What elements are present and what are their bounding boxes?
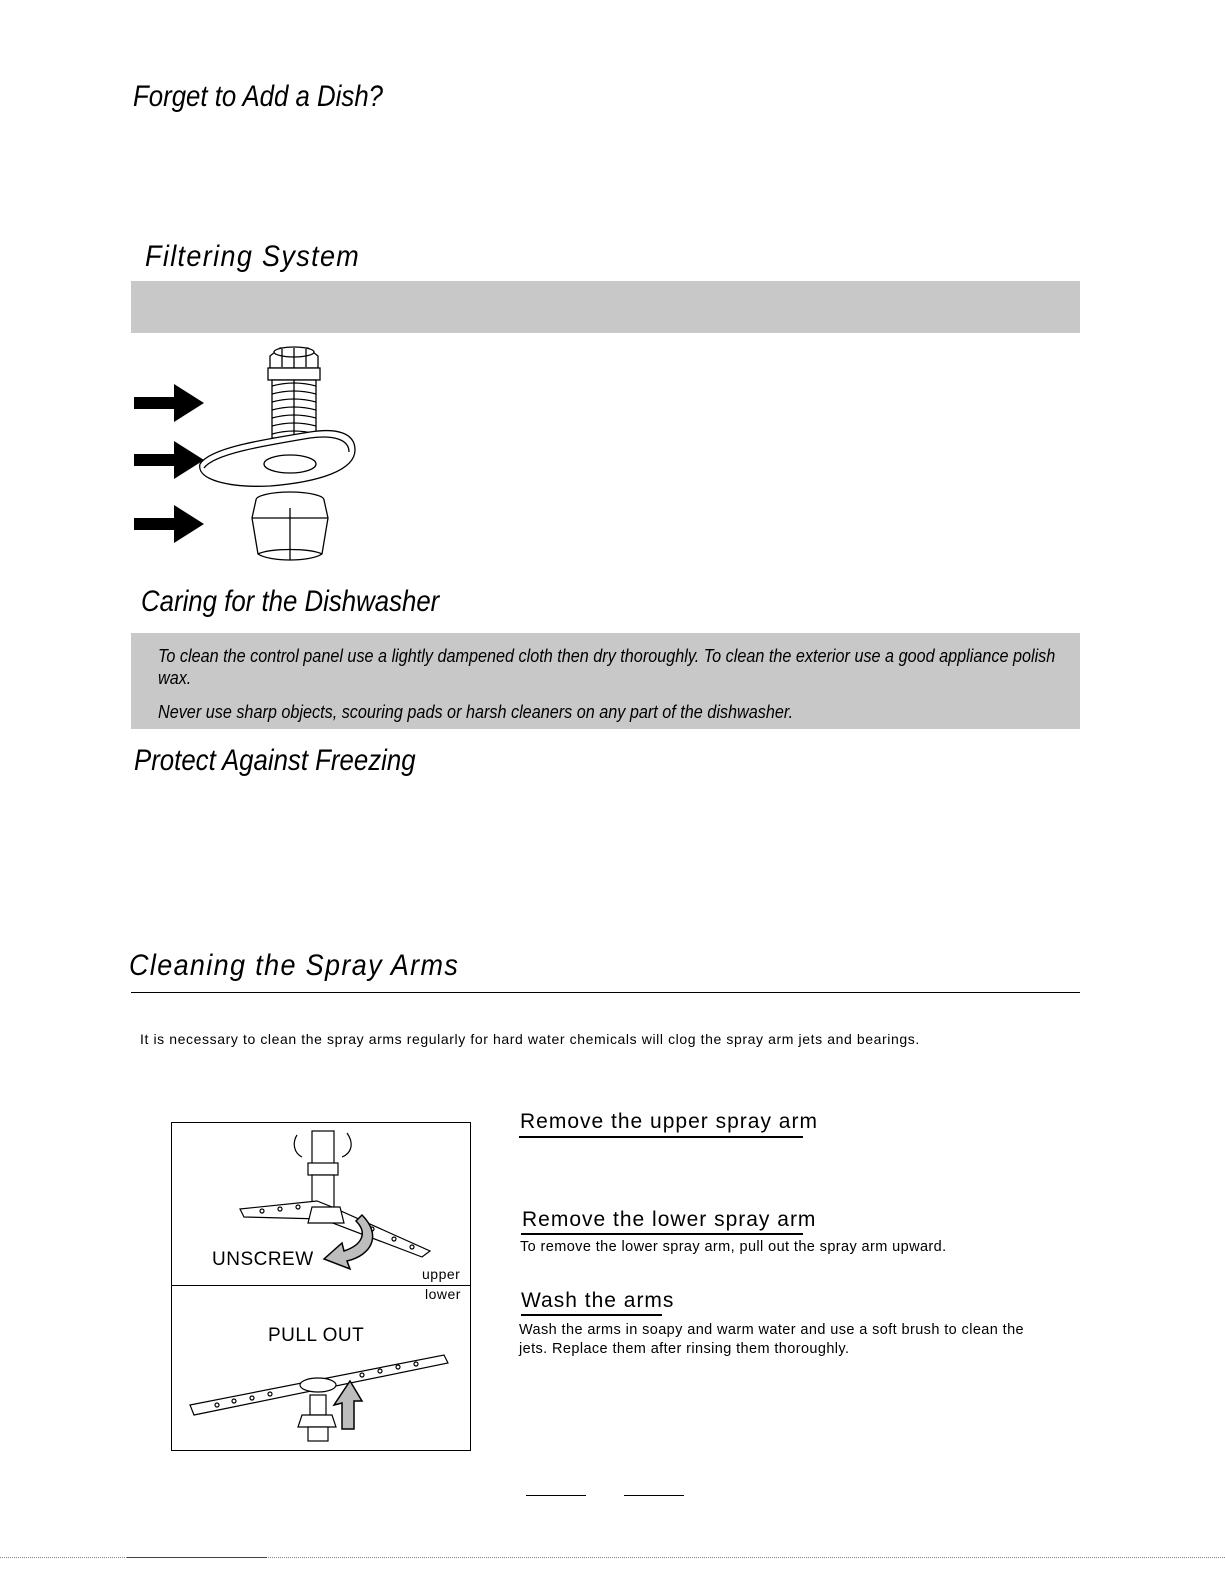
section-title-spray-arms: Cleaning the Spray Arms bbox=[129, 949, 460, 982]
step-heading-lower: Remove the lower spray arm bbox=[522, 1208, 817, 1231]
blue-rule bbox=[127, 1557, 267, 1558]
spray-arm-figure bbox=[171, 1122, 471, 1451]
footer-rule bbox=[624, 1495, 684, 1496]
filter-diagram bbox=[130, 340, 370, 570]
step-heading-upper: Remove the upper spray arm bbox=[520, 1110, 818, 1133]
section-title-forget: Forget to Add a Dish? bbox=[133, 80, 384, 113]
section-title-freezing: Protect Against Freezing bbox=[134, 744, 416, 777]
arrow-right-icon bbox=[134, 384, 204, 422]
pullout-label: PULL OUT bbox=[268, 1325, 365, 1346]
step-heading-wash: Wash the arms bbox=[521, 1289, 675, 1312]
up-arrow-icon bbox=[334, 1381, 362, 1429]
step-underline bbox=[521, 1233, 803, 1235]
unscrew-label: UNSCREW bbox=[212, 1249, 314, 1270]
caring-paragraph-1: To clean the control panel use a lightly dampened cloth then dry thoroughly. To clean the exterior use a good appliance polish wax. bbox=[158, 646, 1056, 688]
coarse-filter-icon bbox=[268, 347, 320, 438]
step-text-wash: Wash the arms in soapy and warm water and use a soft brush to clean the jets. Replace them after rinsing them thoroughly. bbox=[519, 1322, 1024, 1357]
caring-gray-band bbox=[131, 633, 1080, 729]
main-filter-plate-icon bbox=[200, 431, 355, 487]
fine-filter-icon bbox=[252, 492, 328, 560]
footer-rule bbox=[526, 1495, 586, 1496]
arrow-right-icon bbox=[134, 505, 204, 543]
step-text-lower: To remove the lower spray arm, pull out the spray arm upward. bbox=[520, 1239, 947, 1255]
section-title-caring: Caring for the Dishwasher bbox=[141, 585, 440, 618]
upper-label: upper bbox=[422, 1266, 461, 1282]
lower-label: lower bbox=[425, 1286, 461, 1302]
section-title-filtering: Filtering System bbox=[145, 240, 361, 273]
step-underline bbox=[521, 1314, 662, 1316]
section-divider bbox=[131, 992, 1080, 993]
caring-paragraph-2: Never use sharp objects, scouring pads or harsh cleaners on any part of the dishwasher. bbox=[158, 702, 794, 722]
arrow-right-icon bbox=[134, 441, 204, 479]
step-underline bbox=[519, 1136, 803, 1138]
filtering-gray-band bbox=[131, 281, 1080, 333]
spray-arms-intro: It is necessary to clean the spray arms regularly for hard water chemicals will clog the spray arm jets and bearings. bbox=[140, 1031, 920, 1047]
